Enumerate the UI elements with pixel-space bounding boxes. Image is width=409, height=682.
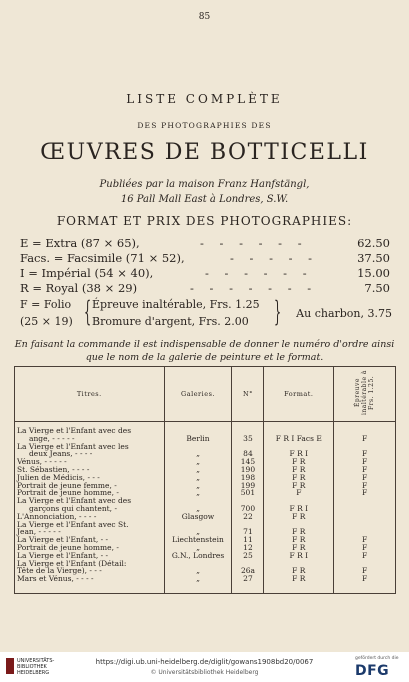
right-brace: } [274, 295, 282, 328]
row-title: L'Annonciation, - - - - [15, 513, 165, 521]
row-epreuve: F [334, 536, 396, 544]
price-value: 15.00 [357, 266, 390, 280]
row-title: La Vierge et l'Enfant avec St. [15, 521, 165, 529]
row-title: La Vierge et l'Enfant, - - [15, 552, 165, 560]
row-number: 190 [232, 466, 264, 474]
photo-table [14, 366, 396, 594]
row-epreuve [334, 505, 396, 513]
row-title: Portrait de jeune homme, - [15, 544, 165, 552]
charbon-price: Au charbon, 3.75 [296, 307, 392, 320]
folio-option-2: Bromure d'argent, Frs. 2.00 [92, 315, 249, 328]
row-title: Portrait de jeune femme, - [15, 482, 165, 490]
row-epreuve [334, 422, 396, 435]
price-dots: - - - - - - - [190, 281, 318, 295]
table-row [15, 450, 396, 458]
row-number: 11 [232, 536, 264, 544]
row-epreuve: F [334, 544, 396, 552]
row-format: F R [264, 458, 334, 466]
row-format: F R I [264, 505, 334, 513]
row-title: La Vierge et l'Enfant (Détail: [15, 560, 165, 568]
funded-by: gefördert durch die [355, 656, 399, 661]
row-gallery: „ [164, 544, 232, 552]
row-gallery: „ [164, 458, 232, 466]
row-number: 12 [232, 544, 264, 552]
row-number: 700 [232, 505, 264, 513]
copyright: © Universitätsbibliothek Heidelberg [150, 669, 259, 676]
header-galleries: Galeries. [164, 367, 232, 422]
row-gallery: Liechtenstein [164, 536, 232, 544]
row-title: La Vierge et l'Enfant, - - [15, 536, 165, 544]
row-title: Portrait de jeune homme, - [15, 489, 165, 497]
row-format: F R [264, 567, 334, 575]
dfg-text: DFG [355, 663, 390, 679]
row-number [232, 422, 264, 435]
row-gallery: G.N., Londres [164, 552, 232, 560]
row-format: F R [264, 528, 334, 536]
price-value: 62.50 [357, 236, 390, 250]
row-title: La Vierge et l'Enfant avec des [15, 497, 165, 505]
row-number: 26a [232, 567, 264, 575]
publisher-info [0, 177, 409, 207]
row-epreuve: F [334, 466, 396, 474]
main-title: ŒUVRES DE BOTTICELLI [40, 140, 369, 165]
list-title: LISTE COMPLÈTE [126, 92, 283, 106]
row-title: St. Sébastien, - - - - [15, 466, 165, 474]
row-number: 84 [232, 450, 264, 458]
price-dots: - - - - - - [205, 266, 313, 280]
row-number: 501 [232, 489, 264, 497]
row-title: ange, - - - - - [15, 435, 165, 443]
row-format: F R [264, 575, 334, 593]
table-row [15, 422, 396, 435]
row-gallery: „ [164, 474, 232, 482]
row-format: F R [264, 536, 334, 544]
row-format: F R [264, 513, 334, 521]
row-title: La Vierge et l'Enfant avec les [15, 443, 165, 451]
row-epreuve: F [334, 567, 396, 575]
header-titles: Titres. [15, 367, 165, 422]
row-epreuve: F [334, 474, 396, 482]
folio-label: F = Folio [20, 298, 72, 311]
row-title: deux Jeans, - - - - [15, 450, 165, 458]
row-format [264, 422, 334, 435]
row-gallery: „ [164, 528, 232, 536]
price-label: I = Impérial (54 × 40), [20, 266, 154, 280]
library-name-line: BIBLIOTHEK [17, 664, 47, 670]
list-subtitle: DES PHOTOGRAPHIES DES [137, 121, 272, 130]
row-gallery: „ [164, 450, 232, 458]
row-gallery: Berlin [164, 435, 232, 443]
order-note: En faisant la commande il est indispensable de donner le numéro d'ordre ainsi que le nom de la galerie de peinture et le format. [14, 339, 395, 363]
row-number: 22 [232, 513, 264, 521]
library-name-line: HEIDELBERG [17, 670, 50, 676]
row-epreuve: F [334, 552, 396, 560]
row-gallery [164, 422, 232, 435]
table-row [15, 521, 396, 529]
library-name-line: UNIVERSITÄTS- [17, 658, 55, 664]
folio-size: (25 × 19) [20, 315, 73, 328]
row-number: 27 [232, 575, 264, 593]
table-header-row [15, 367, 396, 422]
row-number: 25 [232, 552, 264, 560]
price-value: 37.50 [357, 251, 390, 265]
publisher-line-1: Publiées par la maison Franz Hanfstängl, [99, 179, 310, 190]
row-epreuve [334, 521, 396, 529]
row-title: Jean, - - - - - [15, 528, 165, 536]
row-epreuve [334, 513, 396, 521]
page-number: 85 [198, 12, 211, 22]
dfg-logo [355, 656, 401, 680]
price-label: R = Royal (38 × 29) [20, 281, 138, 295]
row-gallery: „ [164, 505, 232, 513]
row-gallery: „ [164, 489, 232, 497]
price-dots: - - - - - [230, 251, 319, 265]
row-number: 71 [232, 528, 264, 536]
folio-option-1: Épreuve inaltérable, Frs. 1.25 [92, 298, 260, 311]
row-format: F R I [264, 552, 334, 560]
price-dots: - - - - - - [200, 236, 308, 250]
header-epreuve [334, 367, 396, 422]
header-format: Format. [264, 367, 334, 422]
header-number: N° [232, 367, 264, 422]
footer-bar [0, 652, 409, 682]
row-gallery: „ [164, 466, 232, 474]
row-epreuve: F [334, 450, 396, 458]
price-value: 7.50 [364, 281, 390, 295]
price-label: E = Extra (87 × 65), [20, 236, 140, 250]
table-row [15, 575, 396, 593]
row-gallery: „ [164, 575, 232, 593]
row-title: Vénus, - - - - - [15, 458, 165, 466]
publisher-line-2: 16 Pall Mall East à Londres, S.W. [120, 194, 289, 205]
row-title: La Vierge et l'Enfant avec des [15, 422, 165, 435]
row-epreuve [334, 497, 396, 505]
row-title: Tête de la Vierge), - - - [15, 567, 165, 575]
row-gallery: „ [164, 567, 232, 575]
row-epreuve: F [334, 489, 396, 497]
row-format: F [264, 489, 334, 497]
row-title: Julien de Médicis, - - - [15, 474, 165, 482]
price-label: Facs. = Facsimile (71 × 52), [20, 251, 185, 265]
price-row-royal [20, 281, 390, 299]
row-format: F R [264, 474, 334, 482]
row-title: garçons qui chantent, - [15, 505, 165, 513]
row-epreuve: F [334, 482, 396, 490]
row-format: F R I Facs E [264, 435, 334, 443]
format-heading: FORMAT ET PRIX DES PHOTOGRAPHIES: [56, 214, 353, 228]
row-epreuve: F [334, 575, 396, 593]
row-gallery: „ [164, 482, 232, 490]
row-format: F R [264, 466, 334, 474]
row-format: F R [264, 482, 334, 490]
row-epreuve: F [334, 435, 396, 443]
row-epreuve: F [334, 458, 396, 466]
row-number: 199 [232, 482, 264, 490]
folio-pricing [20, 295, 392, 334]
row-gallery: Glasgow [164, 513, 232, 521]
source-url[interactable]: https://digi.ub.uni-heidelberg.de/diglit/gowans1908bd20/0067 [95, 658, 314, 666]
left-brace: { [84, 295, 92, 328]
header-epreuve-text: Épreuve inaltérable à Frs. 1.25. [354, 370, 376, 416]
row-number: 198 [232, 474, 264, 482]
row-number: 35 [232, 435, 264, 443]
row-number: 145 [232, 458, 264, 466]
row-format: F R [264, 544, 334, 552]
row-title: Mars et Vénus, - - - - [15, 575, 165, 593]
row-format: F R I [264, 450, 334, 458]
